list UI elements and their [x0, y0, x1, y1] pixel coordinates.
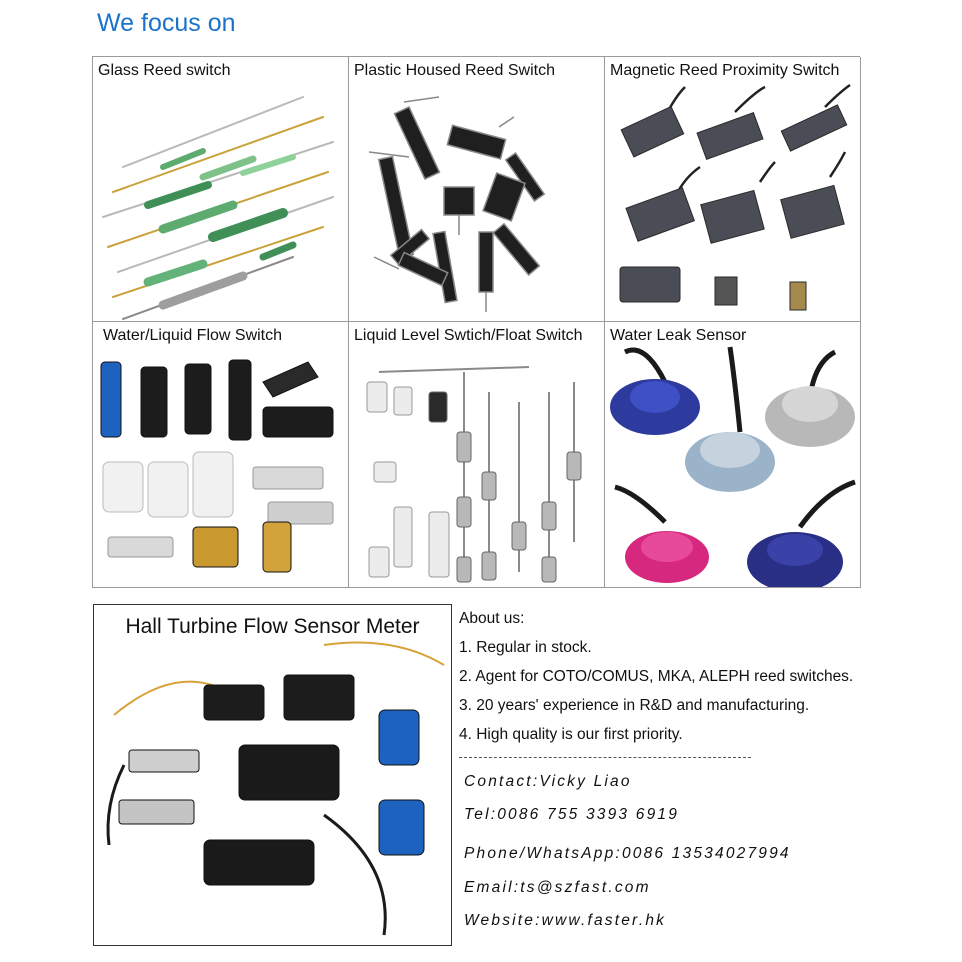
- contact-email[interactable]: Email:ts@szfast.com: [464, 879, 651, 896]
- product-card-glass-reed-switch[interactable]: [93, 57, 349, 322]
- page-heading: We focus on: [97, 9, 236, 37]
- water-liquid-flow-switch-image: [93, 322, 349, 588]
- product-label: Water Leak Sensor: [610, 327, 747, 344]
- flow-meter-title: Hall Turbine Flow Sensor Meter: [125, 615, 420, 638]
- product-label: Magnetic Reed Proximity Switch: [610, 62, 840, 79]
- product-label: Liquid Level Swtich/Float Switch: [354, 327, 583, 344]
- water-leak-sensor-image: [605, 322, 861, 588]
- flow-meter-image: [94, 605, 452, 946]
- product-grid: [92, 56, 860, 588]
- divider: [459, 757, 751, 758]
- about-title: About us:: [459, 610, 525, 627]
- product-card-magnetic-reed-proximity-switch[interactable]: [605, 57, 861, 322]
- product-card-plastic-housed-reed-switch[interactable]: [349, 57, 605, 322]
- magnetic-reed-proximity-switch-image: [605, 57, 861, 322]
- contact-website[interactable]: Website:www.faster.hk: [464, 912, 667, 929]
- liquid-level-float-switch-image: [349, 322, 605, 588]
- contact-name: Contact:Vicky Liao: [464, 773, 632, 790]
- about-item: 4. High quality is our first priority.: [459, 726, 683, 743]
- plastic-housed-reed-switch-image: [349, 57, 605, 322]
- product-card-water-leak-sensor[interactable]: [605, 322, 861, 588]
- about-item: 2. Agent for COTO/COMUS, MKA, ALEPH reed switches.: [459, 668, 854, 685]
- about-item: 3. 20 years' experience in R&D and manufacturing.: [459, 697, 810, 714]
- glass-reed-switch-image: [93, 57, 349, 322]
- product-label: Plastic Housed Reed Switch: [354, 62, 555, 79]
- contact-tel: Tel:0086 755 3393 6919: [464, 806, 680, 823]
- product-card-water-liquid-flow-switch[interactable]: [93, 322, 349, 588]
- product-card-liquid-level-float-switch[interactable]: [349, 322, 605, 588]
- about-item: 1. Regular in stock.: [459, 639, 592, 656]
- hall-turbine-flow-sensor-card[interactable]: [93, 604, 452, 946]
- product-label: Glass Reed switch: [98, 62, 231, 79]
- product-label: Water/Liquid Flow Switch: [103, 327, 283, 344]
- contact-phone: Phone/WhatsApp:0086 13534027994: [464, 845, 791, 862]
